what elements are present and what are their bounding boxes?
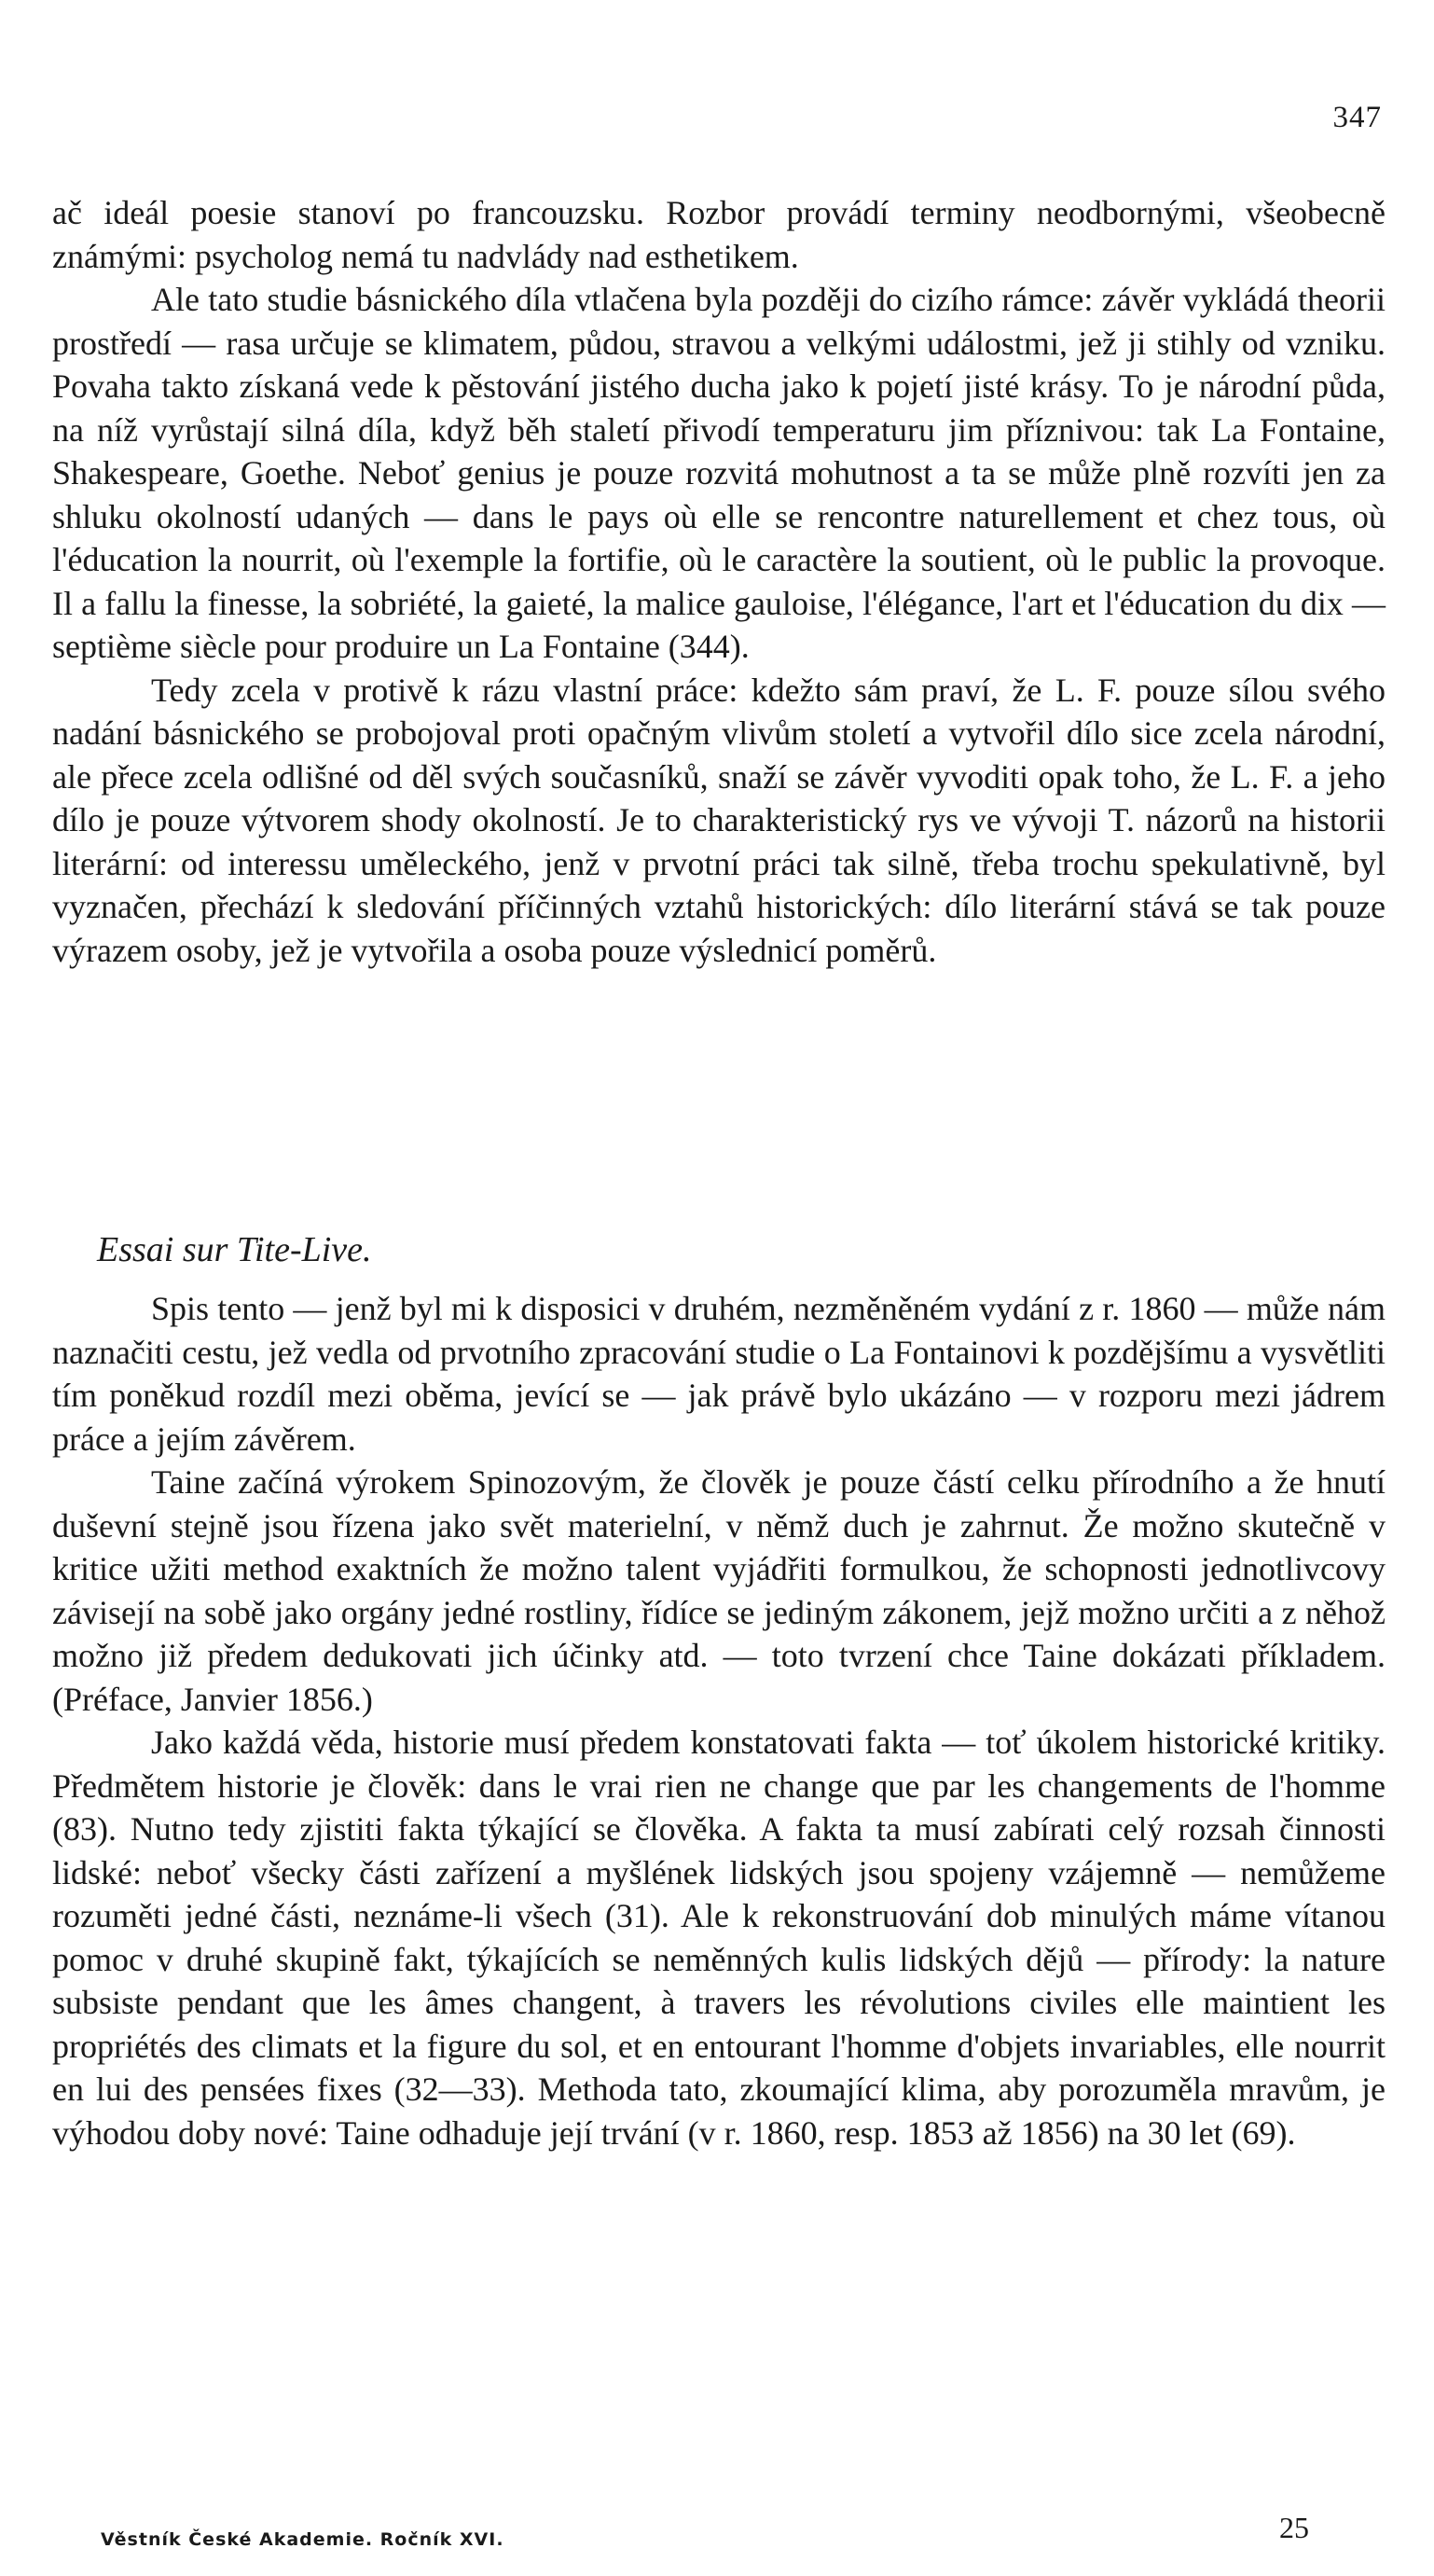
footer-journal-title: Věstník České Akademie. Ročník XVI. (101, 2529, 504, 2550)
paragraph: Spis tento — jenž byl mi k disposici v druhém, nezměněném vydání z r. 1860 — může nám naznačiti cestu, jež vedla od prvotního zpracování studie o La Fontainovi k pozdějšímu a vysvětliti tím poněkud rozdíl mezi oběma, jevící se — jak právě bylo ukázáno — v rozporu mezi jádrem práce a jejím závěrem. (52, 1290, 1386, 1458)
page-number: 347 (1332, 101, 1382, 134)
paragraph: Ale tato studie básnického díla vtlačena byla později do cizího rámce: závěr vykládá theorii prostředí — rasa určuje se klimatem, půdou, stravou a velkými událostmi, jež ji stihly od vzniku. Povaha takto získaná vede k pěstování jistého ducha jako k pojetí jisté krásy. To je národní půda, na níž vyrůstají silná díla, když běh staletí přivodí temperaturu jim příznivou: tak La Fontaine, Shakespeare, Goethe. Neboť genius je pouze rozvitá mohutnost a ta se může plně rozvíti jen za shluku okolností udaných — dans le pays où elle se rencontre naturellement et chez tous, où l'éducation la nourrit, où l'exemple la fortifie, où le caractère la soutient, où le public la provoque. Il a fallu la finesse, la sobriété, la gaieté, la malice gauloise, l'élégance, l'art et l'éducation du dix — septième siècle pour produire un La Fontaine (344). (52, 281, 1386, 665)
paragraph: ač ideál poesie stanoví po francouzsku. Rozbor provádí terminy neodbornými, všeobecně známými: psycholog nemá tu nadvlády nad esthetikem. (52, 194, 1386, 275)
section-heading: Essai sur Tite-Live. (97, 1230, 372, 1269)
body-text-top (52, 191, 1386, 972)
paragraph: Taine začíná výrokem Spinozovým, že člověk je pouze částí celku přírodního a že hnutí duševní stejně jsou řízena jako svět materielní, v němž duch je zahrnut. Že možno skutečně v kritice užiti method exaktních že možno talent vyjádřiti formulkou, že schopnosti jednotlivcovy závisejí na sobě jako orgány jedné rostliny, řídíce se jediným zákonem, jejž možno určiti a z něhož možno již předem dedukovati jich účinky atd. — toto tvrzení chce Taine dokázati příkladem. (Préface, Janvier 1856.) (52, 1463, 1386, 1718)
body-text-bottom (52, 1287, 1386, 2154)
paragraph: Jako každá věda, historie musí předem konstatovati fakta — toť úkolem historické kritiky. Předmětem historie je člověk: dans le vrai rien ne change que par les changements de l'homme (83). Nutno tedy zjistiti fakta týkající se člověka. A fakta ta musí zabírati celý rozsah činnosti lidské: neboť všecky části zařízení a myšlének lidských jsou spojeny vzájemně — nemůžeme rozuměti jedné části, neznáme-li všech (31). Ale k rekonstruování dob minulých máme vítanou pomoc v druhé skupině fakt, týkajících se neměnných kulis lidských dějů — přírody: la nature subsiste pendant que les âmes changent, à travers les révolutions civiles elle maintient les propriétés des climats et la figure du sol, et en entourant l'homme d'objets invariables, elle nourrit en lui des pensées fixes (32—33). Methoda tato, zkoumající klima, aby porozuměla mravům, je výhodou doby nové: Taine odhaduje její trvání (v r. 1860, resp. 1853 až 1856) na 30 let (69). (52, 1724, 1386, 2152)
footer-signature-mark: 25 (1279, 2511, 1309, 2544)
paragraph: Tedy zcela v protivě k rázu vlastní práce: kdežto sám praví, že L. F. pouze sílou svého nadání básnického se probojoval proti opačným vlivům století a vytvořil dílo sice zcela národní, ale přece zcela odlišné od děl svých současníků, snaží se závěr vyvoditi opak toho, že L. F. a jeho dílo je pouze výtvorem shody okolností. Je to charakteristický rys ve vývoji T. názorů na historii literární: od interessu uměleckého, jenž v prvotní práci tak silně, třeba trochu spekulativně, byl vyznačen, přechází k sledování příčinných vztahů historických: dílo literární stává se tak pouze výrazem osoby, jež je vytvořila a osoba pouze výslednicí poměrů. (52, 671, 1386, 969)
